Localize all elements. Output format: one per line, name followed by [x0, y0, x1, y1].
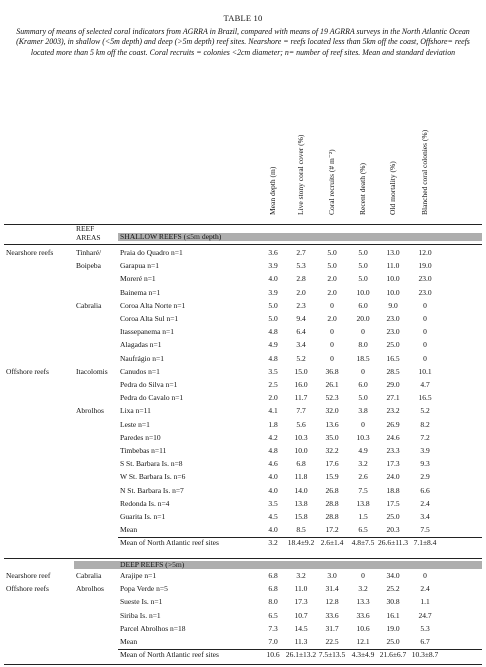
value-cell: 2.4: [420, 584, 430, 594]
value-cell: 4.0: [268, 525, 278, 535]
value-cell: 23.0: [418, 274, 432, 284]
value-cell: 1.5: [358, 512, 368, 521]
column-header-text-6: Blanched coral colonies (%): [420, 129, 429, 215]
value-cell: 2.8: [296, 274, 306, 284]
shallow-mean-rule: [118, 537, 482, 538]
value-cell: 3.9: [420, 446, 430, 455]
reef-type-cell: Offshore reefs: [6, 584, 49, 594]
value-cell: 19.0: [386, 623, 400, 633]
value-cell: 4.7: [420, 380, 430, 389]
value-cell: 10.3: [294, 432, 308, 442]
value-cell: 2.0: [296, 287, 306, 297]
value-cell: 13.8: [356, 498, 370, 508]
value-cell: 26.8: [325, 485, 339, 495]
value-cell: 6.0: [358, 380, 368, 389]
site-name-cell: Itassepanema n=1: [120, 327, 175, 337]
value-cell: 13.6: [325, 419, 339, 429]
site-name-cell: Coroa Alta Norte n=1: [120, 300, 186, 310]
value-cell: 3.6: [268, 248, 278, 257]
value-cell: 5.0: [358, 393, 368, 403]
value-cell: 8.0: [268, 597, 278, 607]
site-name-cell: Canudos n=1: [120, 366, 160, 376]
site-name-cell: Guarita Is. n=1: [120, 512, 166, 521]
column-header-text-1: Mean depth (m): [268, 166, 277, 215]
column-header-text-2: Live stony coral cover (%): [296, 134, 305, 215]
deep-reefs-heading: DEEP REEFS (>5m): [120, 560, 185, 569]
value-cell: 18.8: [386, 485, 400, 495]
value-cell: 8.2: [420, 419, 430, 429]
value-cell: 12.8: [325, 597, 339, 607]
reef-type-cell: Offshore reefs: [6, 366, 49, 376]
value-cell: 34.0: [386, 571, 400, 580]
value-cell: 11.0: [294, 584, 308, 594]
value-cell: 7.5: [420, 525, 430, 535]
value-cell: 4.9: [268, 340, 278, 350]
site-name-cell: Leste n=1: [120, 419, 150, 429]
value-cell: 1.1: [420, 597, 430, 607]
value-cell: 4.3±4.9: [351, 650, 375, 660]
value-cell: 0: [423, 300, 427, 310]
site-name-cell: Mean of North Atlantic reef sites: [120, 538, 219, 548]
value-cell: 26.6±11.3: [377, 538, 409, 548]
value-cell: 4.9: [358, 446, 368, 455]
value-cell: 4.8: [268, 446, 278, 455]
value-cell: 26.1: [325, 380, 339, 389]
value-cell: 25.0: [386, 637, 400, 646]
value-cell: 6.5: [358, 525, 368, 535]
value-cell: 31.7: [325, 623, 339, 633]
value-cell: 29.0: [386, 380, 400, 389]
value-cell: 5.0: [358, 274, 368, 284]
value-cell: 5.0: [358, 261, 368, 271]
value-cell: 19.0: [418, 261, 432, 271]
value-cell: 6.8: [296, 459, 306, 469]
site-name-cell: Naufrágio n=1: [120, 353, 165, 363]
value-cell: 2.9: [420, 472, 430, 482]
value-cell: 2.0: [327, 287, 337, 297]
reef-area-cell: Abrolhos: [76, 406, 104, 416]
value-cell: 0: [361, 419, 365, 429]
value-cell: 17.3: [294, 597, 308, 607]
value-cell: 0: [423, 571, 427, 580]
site-name-cell: Paredes n=10: [120, 432, 161, 442]
value-cell: 16.5: [386, 353, 400, 363]
value-cell: 3.5: [268, 498, 278, 508]
value-cell: 28.5: [386, 366, 400, 376]
site-name-cell: Alagadas n=1: [120, 340, 162, 350]
value-cell: 10.7: [294, 610, 308, 620]
value-cell: 5.0: [268, 314, 278, 323]
value-cell: 6.7: [420, 637, 430, 646]
value-cell: 5.3: [420, 623, 430, 633]
value-cell: 0: [361, 366, 365, 376]
shallow-bottom-rule: [4, 558, 482, 559]
value-cell: 12.0: [418, 248, 432, 257]
value-cell: 2.0: [268, 393, 278, 403]
value-cell: 5.3: [296, 261, 306, 271]
value-cell: 24.0: [386, 472, 400, 482]
value-cell: 0: [361, 327, 365, 337]
value-cell: 16.0: [294, 380, 308, 389]
value-cell: 3.5: [268, 366, 278, 376]
value-cell: 3.2: [296, 571, 306, 580]
value-cell: 5.0: [358, 248, 368, 257]
value-cell: 23.2: [386, 406, 400, 416]
value-cell: 15.8: [294, 512, 308, 521]
value-cell: 23.0: [386, 314, 400, 323]
value-cell: 6.0: [358, 300, 368, 310]
value-cell: 2.7: [296, 248, 306, 257]
value-cell: 16.5: [418, 393, 432, 403]
value-cell: 31.4: [325, 584, 339, 594]
value-cell: 0: [423, 353, 427, 363]
value-cell: 17.3: [386, 459, 400, 469]
value-cell: 10.6: [266, 650, 280, 660]
value-cell: 12.1: [356, 637, 370, 646]
value-cell: 33.6: [356, 610, 370, 620]
reef-area-cell: Itacolomis: [76, 366, 108, 376]
value-cell: 0: [361, 571, 365, 580]
value-cell: 4.8±7.5: [351, 538, 375, 548]
value-cell: 4.6: [268, 459, 278, 469]
value-cell: 36.8: [325, 366, 339, 376]
site-name-cell: Sueste Is. n=1: [120, 597, 163, 607]
value-cell: 1.8: [268, 419, 278, 429]
value-cell: 28.8: [325, 512, 339, 521]
value-cell: 10.6: [356, 623, 370, 633]
value-cell: 17.6: [325, 459, 339, 469]
value-cell: 13.0: [386, 248, 400, 257]
value-cell: 3.9: [268, 287, 278, 297]
value-cell: 10.3±8.7: [411, 650, 439, 660]
table-title: TABLE 10: [223, 13, 263, 23]
value-cell: 10.1: [418, 366, 432, 376]
value-cell: 2.6: [358, 472, 368, 482]
value-cell: 23.0: [418, 287, 432, 297]
value-cell: 7.2: [420, 432, 430, 442]
value-cell: 2.0: [327, 274, 337, 284]
value-cell: 10.0: [386, 287, 400, 297]
site-name-cell: Timbebas n=11: [120, 446, 167, 455]
value-cell: 3.2: [358, 584, 368, 594]
value-cell: 13.3: [356, 597, 370, 607]
value-cell: 3.0: [327, 571, 337, 580]
value-cell: 9.3: [420, 459, 430, 469]
value-cell: 2.4: [420, 498, 430, 508]
site-name-cell: Pedra do Cavalo n=1: [120, 393, 184, 403]
value-cell: 0: [423, 314, 427, 323]
value-cell: 30.8: [386, 597, 400, 607]
value-cell: 0: [330, 300, 334, 310]
value-cell: 25.0: [386, 340, 400, 350]
value-cell: 27.1: [386, 393, 400, 403]
value-cell: 7.3: [268, 623, 278, 633]
site-name-cell: Coroa Alta Sul n=1: [120, 314, 179, 323]
value-cell: 2.3: [296, 300, 306, 310]
value-cell: 4.8: [268, 327, 278, 337]
value-cell: 4.0: [268, 485, 278, 495]
value-cell: 3.8: [358, 406, 368, 416]
value-cell: 15.9: [325, 472, 339, 482]
value-cell: 25.0: [386, 512, 400, 521]
column-header-text-4: Recent death (%): [358, 162, 367, 215]
value-cell: 0: [423, 340, 427, 350]
site-name-cell: Bainema n=1: [120, 287, 161, 297]
value-cell: 3.4: [420, 512, 430, 521]
site-name-cell: Redonda Is. n=4: [120, 498, 170, 508]
site-name-cell: Popa Verde n=5: [120, 584, 168, 594]
value-cell: 6.6: [420, 485, 430, 495]
site-name-cell: Arajipe n=1: [120, 571, 157, 580]
site-name-cell: Garapua n=1: [120, 261, 160, 271]
value-cell: 4.0: [268, 274, 278, 284]
value-cell: 7.5: [358, 485, 368, 495]
site-name-cell: Siriba Is. n=1: [120, 610, 161, 620]
value-cell: 4.0: [268, 472, 278, 482]
value-cell: 10.0: [294, 446, 308, 455]
value-cell: 3.4: [296, 340, 306, 350]
site-name-cell: Mean: [120, 525, 138, 535]
value-cell: 13.8: [294, 498, 308, 508]
column-header-text-5: Old mortality (%): [388, 161, 397, 215]
value-cell: 18.4±9.2: [287, 538, 315, 548]
reef-area-cell: Abrolhos: [76, 584, 104, 594]
value-cell: 11.8: [294, 472, 308, 482]
value-cell: 5.6: [296, 419, 306, 429]
value-cell: 4.5: [268, 512, 278, 521]
value-cell: 18.5: [356, 353, 370, 363]
value-cell: 20.0: [356, 314, 370, 323]
value-cell: 9.4: [296, 314, 306, 323]
value-cell: 11.3: [294, 637, 308, 646]
site-name-cell: W St. Barbara Is. n=6: [120, 472, 186, 482]
value-cell: 23.3: [386, 446, 400, 455]
reef-type-cell: Nearshore reef: [6, 571, 51, 580]
value-cell: 4.8: [268, 353, 278, 363]
site-name-cell: Mean of North Atlantic reef sites: [120, 650, 219, 660]
value-cell: 26.9: [386, 419, 400, 429]
value-cell: 9.0: [388, 300, 398, 310]
value-cell: 2.5: [268, 380, 278, 389]
value-cell: 24.7: [418, 610, 432, 620]
value-cell: 17.5: [386, 498, 400, 508]
value-cell: 5.0: [327, 248, 337, 257]
value-cell: 2.6±1.4: [320, 538, 344, 548]
value-cell: 52.3: [325, 393, 339, 403]
value-cell: 10.0: [386, 274, 400, 284]
value-cell: 8.0: [358, 340, 368, 350]
site-name-cell: Mean: [120, 637, 138, 646]
value-cell: 5.2: [296, 353, 306, 363]
site-name-cell: Pedra do Silva n=1: [120, 380, 178, 389]
shallow-header-rule: [4, 244, 482, 245]
value-cell: 8.5: [296, 525, 306, 535]
value-cell: 4.1: [268, 406, 278, 416]
value-cell: 7.5±13.5: [318, 650, 346, 660]
value-cell: 14.5: [294, 623, 308, 633]
value-cell: 24.6: [386, 432, 400, 442]
value-cell: 6.8: [268, 571, 278, 580]
value-cell: 35.0: [325, 432, 339, 442]
value-cell: 4.2: [268, 432, 278, 442]
value-cell: 3.2: [268, 538, 278, 548]
value-cell: 32.2: [325, 446, 339, 455]
value-cell: 5.0: [268, 300, 278, 310]
value-cell: 11.0: [386, 261, 400, 271]
site-name-cell: Praia do Quadro n=1: [120, 248, 183, 257]
value-cell: 28.8: [325, 498, 339, 508]
value-cell: 6.8: [268, 584, 278, 594]
site-name-cell: Lixa n=11: [120, 406, 151, 416]
reef-areas-label-line2: AREAS: [76, 233, 101, 242]
value-cell: 10.0: [356, 287, 370, 297]
site-name-cell: Moreré n=1: [120, 274, 156, 284]
value-cell: 3.9: [268, 261, 278, 271]
value-cell: 22.5: [325, 637, 339, 646]
site-name-cell: S St. Barbara Is. n=8: [120, 459, 183, 469]
value-cell: 2.0: [327, 314, 337, 323]
value-cell: 16.1: [386, 610, 400, 620]
reef-areas-label-line1: REEF: [76, 224, 95, 233]
shallow-reefs-heading: SHALLOW REEFS (≤5m depth): [120, 232, 222, 241]
table-caption: Summary of means of selected coral indicators from AGRRA in Brazil, compared with means of 19 AGRRA surveys in the North Atlantic Ocean (Kramer 2003), in shallow (<5m depth) and deep (>5m depth) reef sites. Nearshore = reefs located less than 5km off the coast, Offshore= reefs located more than 5 km off the coast. Coral recruits = colonies <2cm diameter; n= number of reef sites. Mean and standard deviation: [16, 27, 470, 57]
value-cell: 7.0: [268, 637, 278, 646]
value-cell: 3.2: [358, 459, 368, 469]
value-cell: 21.6±6.7: [379, 650, 407, 660]
value-cell: 5.2: [420, 406, 430, 416]
value-cell: 5.0: [327, 261, 337, 271]
value-cell: 0: [330, 340, 334, 350]
value-cell: 0: [423, 327, 427, 337]
value-cell: 0: [330, 353, 334, 363]
value-cell: 23.0: [386, 327, 400, 337]
column-header-text-3: Coral recruits (# m⁻²): [327, 149, 336, 215]
value-cell: 14.0: [294, 485, 308, 495]
value-cell: 6.4: [296, 327, 306, 337]
site-name-cell: Parcel Abrolhos n=18: [120, 623, 186, 633]
deep-mean-rule: [118, 649, 482, 650]
value-cell: 17.2: [325, 525, 339, 535]
value-cell: 33.6: [325, 610, 339, 620]
value-cell: 20.3: [386, 525, 400, 535]
reef-type-cell: Nearshore reefs: [6, 248, 54, 257]
reef-area-cell: Tinharé/: [76, 248, 102, 257]
value-cell: 32.0: [325, 406, 339, 416]
value-cell: 7.1±8.4: [413, 538, 437, 548]
value-cell: 6.5: [268, 610, 278, 620]
table-bottom-rule: [4, 664, 482, 665]
value-cell: 15.0: [294, 366, 308, 376]
value-cell: 26.1±13.2: [285, 650, 317, 660]
value-cell: 25.2: [386, 584, 400, 594]
value-cell: 10.3: [356, 432, 370, 442]
site-name-cell: N St. Barbara Is. n=7: [120, 485, 184, 495]
value-cell: 7.7: [296, 406, 306, 416]
reef-area-cell: Boipeba: [76, 261, 101, 271]
value-cell: 11.7: [294, 393, 308, 403]
value-cell: 0: [330, 327, 334, 337]
reef-area-cell: Cabralia: [76, 571, 102, 580]
reef-area-cell: Cabralia: [76, 300, 102, 310]
